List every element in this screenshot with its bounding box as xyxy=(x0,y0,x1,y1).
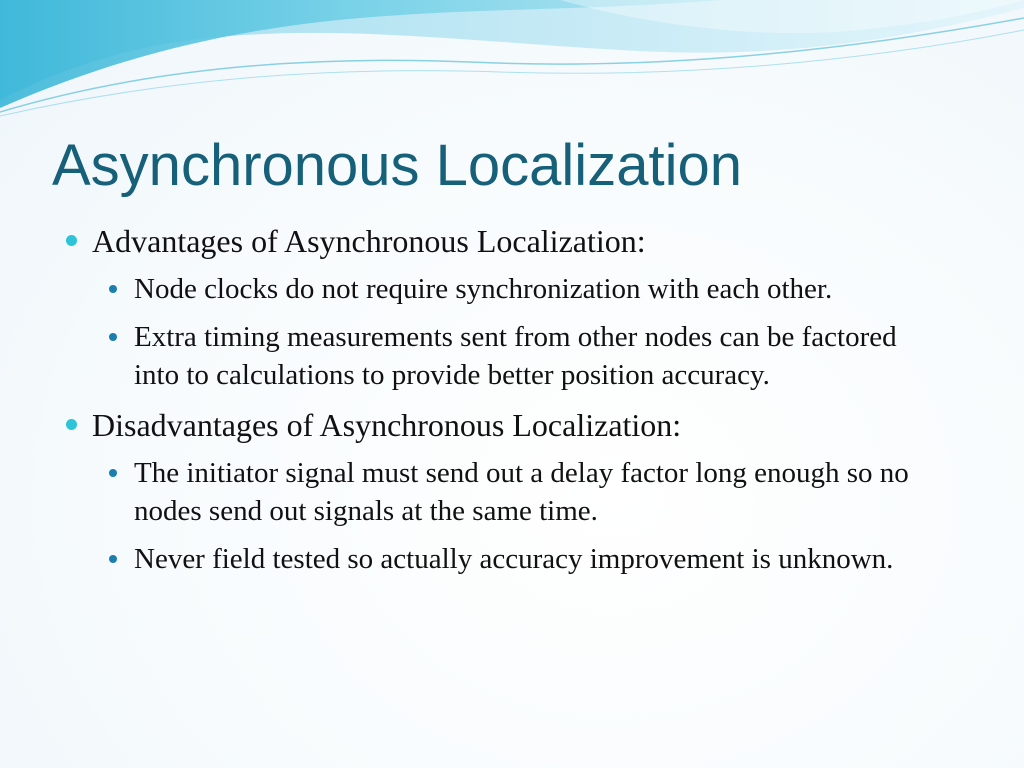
sub-bullet-advantage-1 xyxy=(134,270,934,308)
sub-bullet-text: Extra timing measurements sent from other nodes can be factored into to calculations to provide better position accuracy. xyxy=(134,321,897,391)
sub-bullet-disadvantage-1 xyxy=(134,454,934,530)
bullet-advantages xyxy=(60,222,960,260)
sub-bullet-dot-icon xyxy=(109,469,117,477)
sub-bullet-dot-icon xyxy=(109,285,117,293)
bullet-disadvantages-text: Disadvantages of Asynchronous Localization: xyxy=(92,407,682,443)
sub-bullet-text: Node clocks do not require synchronization with each other. xyxy=(134,273,833,305)
section-gap xyxy=(60,398,960,406)
sub-bullet-dot-icon xyxy=(109,333,117,341)
bullet-advantages-text: Advantages of Asynchronous Localization: xyxy=(92,223,646,259)
slide-content xyxy=(60,222,960,582)
sub-bullet-advantage-2 xyxy=(134,318,934,394)
sub-bullet-disadvantage-2 xyxy=(134,540,934,578)
header-wave-decoration xyxy=(0,0,1024,130)
sub-bullet-dot-icon xyxy=(109,555,117,563)
slide-title: Asynchronous Localization xyxy=(52,133,742,198)
bullet-dot-icon xyxy=(66,235,77,246)
sub-bullet-text: Never field tested so actually accuracy improvement is unknown. xyxy=(134,543,894,575)
bullet-dot-icon xyxy=(66,419,77,430)
bullet-disadvantages xyxy=(60,406,960,444)
sub-bullet-text: The initiator signal must send out a delay factor long enough so no nodes send out signals at the same time. xyxy=(134,457,909,527)
